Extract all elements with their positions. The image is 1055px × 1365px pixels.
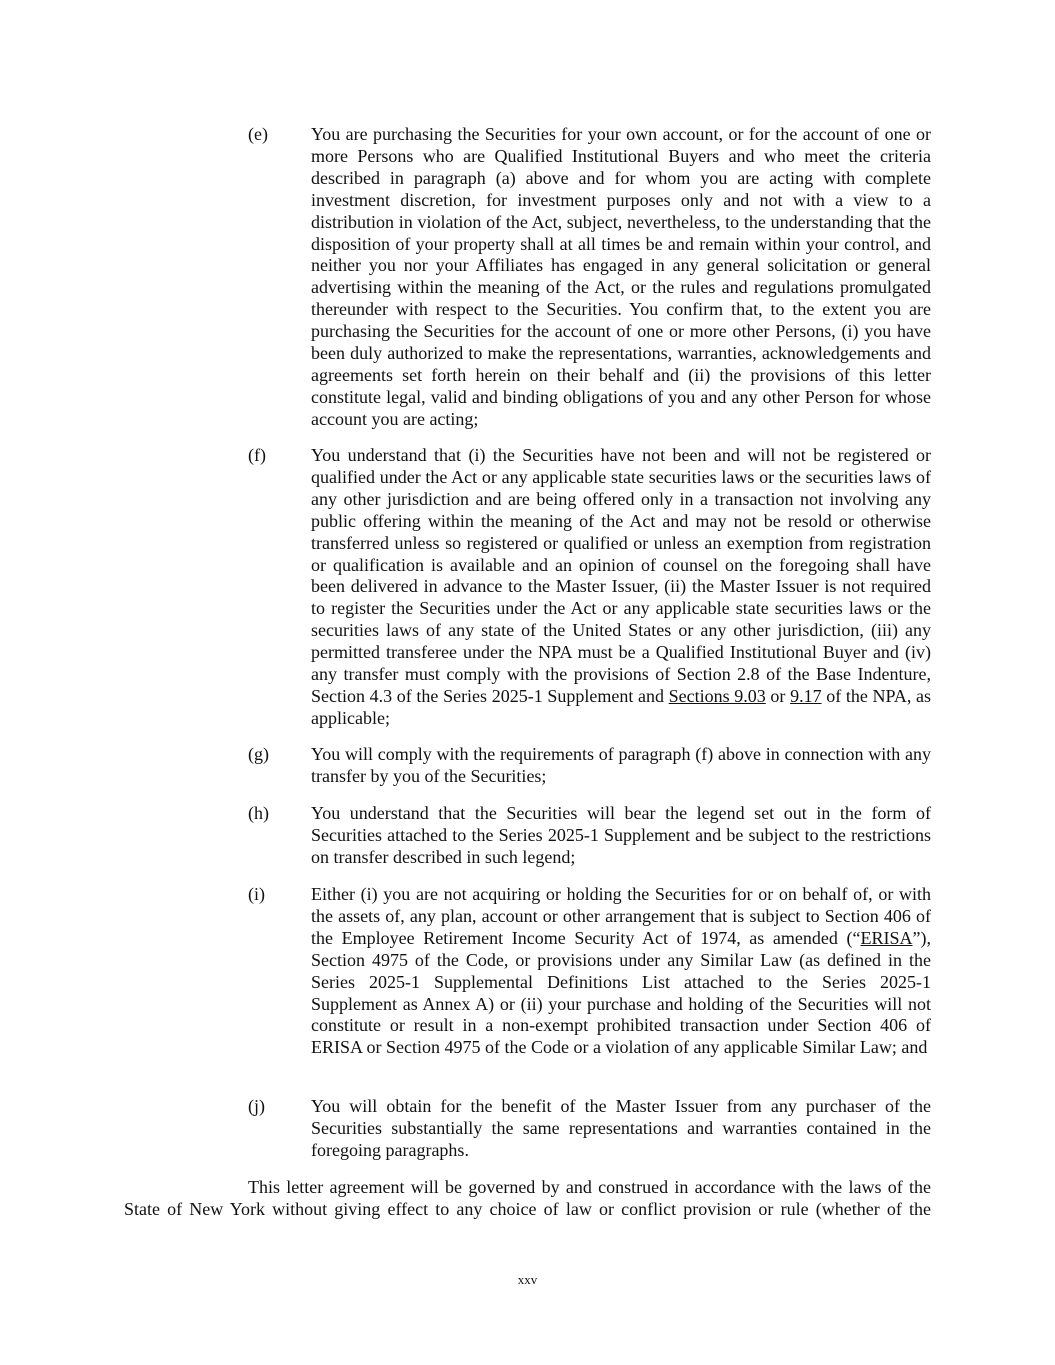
paragraph-h <box>248 803 931 869</box>
section-reference-link: Sections 9.03 <box>668 685 766 706</box>
paragraph-label: (f) <box>248 445 266 465</box>
paragraph-j <box>248 1096 931 1162</box>
page-number: xxv <box>517 1272 538 1287</box>
paragraph-label: (h) <box>248 803 269 823</box>
paragraph-text: You will comply with the requirements of paragraph (f) above in connection with any transfer by you of the Securities; <box>311 744 931 786</box>
paragraph-text-part: Either (i) you are not acquiring or holding the Securities for or on behalf of, or with the assets of, any plan, account or other arrangement that is subject to Section 406 of the Employee Retirement Income Security Act of 1974, as amended (“ <box>311 884 931 948</box>
paragraph-f <box>248 445 931 730</box>
paragraph-text <box>311 884 931 1059</box>
paragraph-label: (i) <box>248 884 265 904</box>
defined-term: ERISA <box>860 927 913 948</box>
paragraph-text-part: or <box>765 685 791 706</box>
paragraph-i <box>248 884 931 1059</box>
paragraph-text <box>311 445 931 730</box>
paragraph-label: (j) <box>248 1096 265 1116</box>
paragraph-text-part: ”), Section 4975 of the Code, or provisions under any Similar Law (as defined in the Series 2025-1 Supplemental Definitions List attached to the Series 2025-1 Supplement as Annex A) or (ii) your purchase and holding of the Securities will not constitute or result in a non-exempt prohibited transaction under Section 406 of ERISA or Section 4975 of the Code or a violation of any applicable Similar Law; and <box>311 927 931 1058</box>
paragraph-e <box>248 124 931 431</box>
paragraph-label: (e) <box>248 124 268 144</box>
closing-paragraph: This letter agreement will be governed by and construed in accordance with the laws of the State of New York without giving effect to any choice of law or conflict provision or rule (whether of the <box>124 1177 931 1219</box>
section-reference-link: 9.17 <box>790 685 822 706</box>
paragraph-text: You will obtain for the benefit of the Master Issuer from any purchaser of the Securities substantially the same representations and warranties contained in the foregoing paragraphs. <box>311 1096 931 1160</box>
paragraph-g <box>248 744 931 788</box>
paragraph-label: (g) <box>248 744 269 764</box>
paragraph-text-part: You understand that (i) the Securities have not been and will not be registered or qualified under the Act or any applicable state securities laws or the securities laws of any other jurisdiction and are being offered only in a transaction not involving any public offering within the meaning of the Act and may not be resold or otherwise transferred unless so registered or qualified or unless an exemption from registration or qualification is available and an opinion of counsel on the foregoing shall have been delivered in advance to the Master Issuer, (ii) the Master Issuer is not required to register the Securities under the Act or any applicable state securities laws or the securities laws of any state of the United States or any other jurisdiction, (iii) any permitted transferee under the NPA must be a Qualified Institutional Buyer and (iv) any transfer must comply with the provisions of Section 2.8 of the Base Indenture, Section 4.3 of the Series 2025-1 Supplement and <box>311 445 931 706</box>
paragraph-text: You understand that the Securities will bear the legend set out in the form of Securities attached to the Series 2025-1 Supplement and be subject to the restrictions on transfer described in such legend; <box>311 803 931 867</box>
paragraph-text-part: of the NPA, as applicable; <box>311 685 932 728</box>
paragraph-text: You are purchasing the Securities for your own account, or for the account of one or more Persons who are Qualified Institutional Buyers and who meet the criteria described in paragraph (a) above and for whom you are acting with complete investment discretion, for investment purposes only and not with a view to a distribution in violation of the Act, subject, nevertheless, to the understanding that the disposition of your property shall at all times be and remain within your control, and neither you nor your Affiliates has engaged in any general solicitation or general advertising within the meaning of the Act, or the rules and regulations promulgated thereunder with respect to the Securities. You confirm that, to the extent you are purchasing the Securities for the account of one or more other Persons, (i) you have been duly authorized to make the representations, warranties, acknowledgements and agreements set forth herein on their behalf and (ii) the provisions of this letter constitute legal, valid and binding obligations of you and any other Person for whose account you are acting; <box>311 124 931 429</box>
